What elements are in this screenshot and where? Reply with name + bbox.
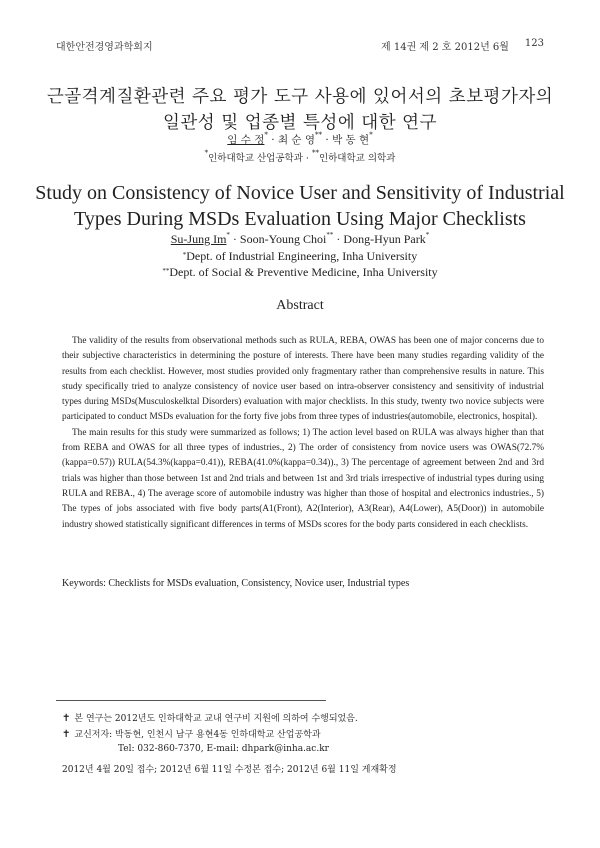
english-authors: Su-Jung Im* · Soon-Young Choi** · Dong-Hyun Park*	[170, 231, 430, 246]
korean-affiliations: *인하대학교 산업공학과 · **인하대학교 의학과	[204, 149, 396, 164]
korean-title-line-2: 일관성 및 업종별 특성에 대한 연구	[163, 113, 437, 133]
footnote-dates: 2012년 4월 20일 접수; 2012년 6월 11일 수정본 접수; 2012년 6월 11일 게재확정	[62, 765, 397, 775]
footnote-contact: Tel: 032-860-7370, E-mail: dhpark@inha.ac.kr	[118, 744, 329, 754]
journal-name: 대한안전경영과학회지	[56, 42, 153, 53]
english-author-1: Su-Jung Im	[170, 232, 227, 246]
korean-affil-1: 인하대학교 산업공학과	[208, 153, 303, 164]
korean-author-3: 박 동 현	[332, 134, 370, 146]
cross-mark-icon: ✝	[62, 713, 71, 724]
author-2-mark: **	[315, 131, 323, 139]
korean-title-line-1: 근골격계질환관련 주요 평가 도구 사용에 있어서의 초보평가자의	[46, 87, 554, 107]
author-3-mark: *	[369, 131, 373, 139]
english-affil-1: *Dept. of Industrial Engineering, Inha University	[182, 249, 418, 263]
author-separator: ·	[325, 134, 329, 146]
korean-title	[0, 84, 600, 136]
running-header	[56, 38, 544, 54]
english-affiliations	[0, 248, 600, 280]
issue-info: 제 14권 제 2 호 2012년 6월	[381, 42, 509, 53]
korean-author-2: 최 순 영	[277, 134, 316, 146]
english-title-line-1: Study on Consistency of Novice User and Sensitivity of Industrial	[35, 182, 565, 204]
author-separator: ·	[271, 134, 275, 146]
footnote-divider	[56, 700, 326, 701]
keywords: Keywords: Checklists for MSDs evaluation, Consistency, Novice user, Industrial types	[62, 578, 410, 589]
korean-authors	[0, 132, 600, 147]
page-number: 123	[524, 38, 544, 49]
english-affil-2: **Dept. of Social & Preventive Medicine, Inha University	[162, 265, 438, 279]
abstract-body	[62, 334, 544, 533]
korean-author-1: 임 수 정	[227, 134, 265, 146]
cross-mark-icon: ✝	[62, 729, 71, 740]
english-author-3: Dong-Hyun Park	[343, 232, 426, 246]
footnote-funding: ✝ 본 연구는 2012년도 인하대학교 교내 연구비 지원에 의하여 수행되었음.	[62, 713, 358, 724]
abstract-heading: Abstract	[276, 298, 324, 313]
english-title-line-2: Types During MSDs Evaluation Using Major Checklists	[74, 208, 526, 230]
author-1-mark: *	[264, 131, 268, 139]
english-author-2: Soon-Young Choi	[239, 232, 327, 246]
affil-mark: *	[204, 149, 209, 157]
korean-affil-2: 인하대학교 의학과	[318, 153, 396, 164]
abstract-paragraph-1: The validity of the results from observational methods such as RULA, REBA, OWAS has been one of major concerns due to their subjective characteristics in determining the posture of interests. There have been many studies regarding validity of the results from each checklist. However, most studies provided only fragmentary rather than comprehensive results in nature. This study specifically tried to analyze consistency of novice user based on intra-observer consistency and sensitivity of industrial types during MSDs(Musculoskelktal Disorders) evaluation with major checklists. In this study, twenty two novice subjects were participated to conduct MSDs evaluation for the forty five jobs from three types of industries(automobile, electronics, hospital).	[62, 336, 544, 423]
footnote-corresponding: ✝ 교신저자: 박동현, 인천시 남구 용현4동 인하대학교 산업공학과	[62, 729, 321, 740]
english-title	[0, 180, 600, 232]
affil-mark: **	[311, 149, 319, 157]
abstract-paragraph-2: The main results for this study were summarized as follows; 1) The action level based on RULA was always higher than that from REBA and OWAS for all three types of industries., 2) The order of consistency from novice users was OWAS(72.7%(kappa=0.57)) RULA(54.3%(kappa=0.41)), REBA(41.0%(kappa=0.34))., 3) The percentage of agreement between 2nd and 3rd trials was higher than those between 1st and 2nd trials and between 1st and 3rd trials irrespective of industrial types during using RULA and REBA., 4) The average score of automobile industry was higher than those of hospital and electronics industries., 5) The types of jobs associated with five body parts(A1(Front), A2(Interior), A3(Rear), A4(Lower), A5(Door)) in automobile industry showed statistically significant differences in terms of MSDs scores for the body parts considered in each checklists.	[62, 427, 544, 530]
